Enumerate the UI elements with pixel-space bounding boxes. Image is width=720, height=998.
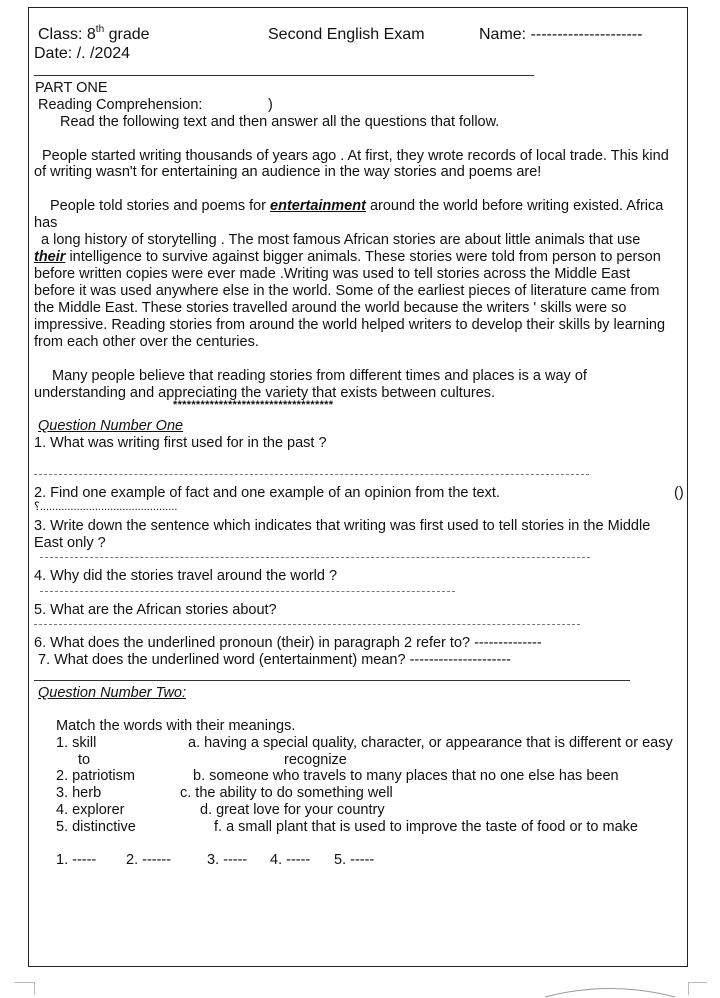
- match-meaning: recognize: [284, 752, 347, 768]
- answer-line[interactable]: [40, 591, 455, 592]
- question-5: 5. What are the African stories about?: [34, 602, 277, 618]
- class-label: Class: 8th grade: [38, 24, 150, 43]
- underlined-word-their: their: [34, 249, 66, 265]
- paragraph-3-line: understanding and appreciating the variety that exists between cultures.: [34, 385, 496, 401]
- paragraph-2-line: from each other over the centuries.: [34, 334, 259, 350]
- paragraph-2-line: their intelligence to survive against bigger animals. These stories were told from person to person: [34, 249, 661, 265]
- match-word: to: [78, 752, 91, 768]
- question-2: 2. Find one example of fact and one example of an opinion from the text.: [34, 485, 500, 501]
- match-word: 4. explorer: [56, 802, 125, 818]
- paragraph-2-line: People told stories and poems for entertainment around the world before writing existed. Africa: [50, 198, 664, 214]
- match-word: 2. patriotism: [56, 768, 135, 784]
- paragraph-3-line: Many people believe that reading stories from different times and places is a way of: [52, 368, 587, 384]
- paragraph-2-line: the Middle East. These stories travelled around the world because the writers ' skills were so: [34, 300, 627, 316]
- paragraph-2-line: before it was used anywhere else in the world. Some of the earliest pieces of literature came from: [34, 283, 660, 299]
- question-3: East only ?: [34, 535, 106, 551]
- paragraph-1-line: of writing wasn't for entertaining an audience in the way stories and poems are!: [34, 164, 542, 180]
- question-one-heading: Question Number One: [38, 418, 184, 434]
- paragraph-2-line: before written copies were ever made .Writing was used to tell stories across the Middle East: [34, 266, 631, 282]
- question-2-bracket: (): [674, 485, 684, 501]
- name-field[interactable]: Name: ---------------------: [479, 26, 643, 43]
- answer-line[interactable]: [34, 474, 589, 475]
- section-stars: ***********************************: [173, 399, 334, 411]
- match-meaning: b. someone who travels to many places that no one else has been: [193, 768, 619, 784]
- answer-slot[interactable]: 2. ------: [126, 852, 172, 868]
- question-1: 1. What was writing first used for in the past ?: [34, 435, 327, 451]
- section-title: Reading Comprehension:: [38, 97, 203, 113]
- match-meaning: f. a small plant that is used to improve the taste of food or to make: [214, 819, 638, 835]
- match-meaning: a. having a special quality, character, or appearance that is different or easy: [188, 735, 673, 751]
- answer-slot[interactable]: 4. -----: [270, 852, 311, 868]
- next-page-corner-left: [14, 982, 35, 995]
- answer-slot[interactable]: 1. -----: [56, 852, 97, 868]
- answer-slot[interactable]: 5. -----: [334, 852, 375, 868]
- answer-line[interactable]: [34, 624, 580, 625]
- exam-title: Second English Exam: [268, 26, 425, 43]
- next-page-corner-right: [688, 982, 707, 995]
- question-3: 3. Write down the sentence which indicates that writing was first used to tell stories in the Middle: [34, 518, 651, 534]
- section-divider: [34, 680, 630, 681]
- question-2-answer-line[interactable]: ؟.............................................: [34, 501, 178, 513]
- score-bracket: ): [268, 97, 273, 113]
- match-word: 5. distinctive: [56, 819, 136, 835]
- match-word: 3. herb: [56, 785, 102, 801]
- question-6: 6. What does the underlined pronoun (their) in paragraph 2 refer to? --------------: [34, 635, 542, 651]
- paragraph-2-line: a long history of storytelling . The most famous African stories are about little animals that use: [41, 232, 641, 248]
- question-7: 7. What does the underlined word (entertainment) mean? ---------------------: [38, 652, 511, 668]
- match-word: 1. skill: [56, 735, 97, 751]
- underlined-word-entertainment: entertainment: [270, 198, 366, 214]
- match-meaning: d. great love for your country: [200, 802, 385, 818]
- answer-line[interactable]: [40, 557, 590, 558]
- answer-slot[interactable]: 3. -----: [207, 852, 248, 868]
- question-two-heading: Question Number Two:: [38, 685, 187, 701]
- paragraph-2-line: impressive. Reading stories from around the world helped writers to develop their skills by learning: [34, 317, 666, 333]
- part-label: PART ONE: [35, 80, 108, 96]
- reading-instruction: Read the following text and then answer all the questions that follow.: [60, 114, 500, 130]
- date-field: Date: /. /2024: [34, 45, 131, 62]
- match-meaning: c. the ability to do something well: [180, 785, 393, 801]
- header-divider: [34, 75, 534, 76]
- matching-instruction: Match the words with their meanings.: [56, 718, 296, 734]
- paragraph-2-line: has: [34, 215, 58, 231]
- next-page-arc: [540, 984, 680, 998]
- paragraph-1-line: People started writing thousands of years ago . At first, they wrote records of local trade. This kind: [42, 148, 669, 164]
- question-4: 4. Why did the stories travel around the world ?: [34, 568, 338, 584]
